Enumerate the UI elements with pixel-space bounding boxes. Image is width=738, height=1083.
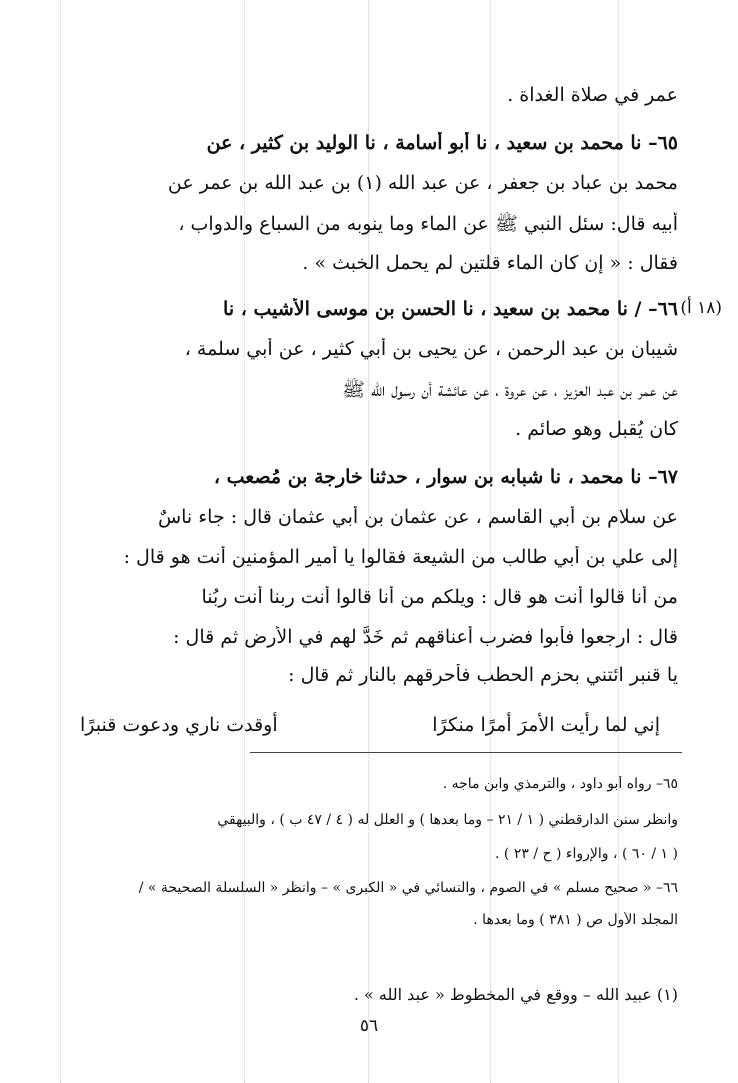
- footnote-line: المجلد الأول ص ( ٣٨١ ) وما بعدها .: [473, 912, 678, 928]
- poem-first-hemistich: إني لما رأيت الأمرَ أمرًا منكرًا: [432, 714, 660, 736]
- guide-line: [60, 0, 61, 1083]
- footnote-line: ٦٦– « صحيح مسلم » في الصوم ، والنسائي في « الكبرى » – وانظر « السلسلة الصحيحة » /: [138, 880, 678, 896]
- text-line: عن عمر بن عبد العزيز ، عن عروة ، عن عائشة أن رسول الله ﷺ: [341, 379, 678, 401]
- text-line: إلى علي بن أبي طالب من الشيعة فقالوا يا أمير المؤمنين أنت هو قال :: [123, 546, 678, 568]
- footnote-line: وانظر سنن الدارقطني ( ١ / ٢١ – وما بعدها ) و العلل له ( ٤ / ٤٧ ب ) ، والبيهقي: [217, 812, 678, 828]
- page-number: ٥٦: [359, 1016, 379, 1036]
- text-line: قال : ارجعوا فأبوا فضرب أعناقهم ثم خَدَّ لهم في الأرض ثم قال :: [173, 626, 678, 648]
- text-line: كان يُقبل وهو صائم .: [515, 418, 678, 440]
- text-line: عن سلام بن أبي القاسم ، عن عثمان بن أبي عثمان قال : جاء ناسٌ: [157, 506, 678, 528]
- hadith-66-line: ٦٦– / نا محمد بن سعيد ، نا الحسن بن موسى الأشيب ، نا: [223, 298, 678, 320]
- footnote-line: ٦٥– رواه أبو داود ، والترمذي وابن ماجه .: [442, 776, 678, 792]
- hadith-65-line: ٦٥– نا محمد بن سعيد ، نا أبو أسامة ، نا الوليد بن كثير ، عن: [206, 132, 678, 154]
- text-line: شيبان بن عبد الرحمن ، عن يحيى بن أبي كثير ، عن أبي سلمة ،: [184, 338, 678, 360]
- footnote-line: ( ١ / ٦٠ ) ، والإرواء ( ح / ٢٣ ) .: [495, 846, 678, 862]
- text-line: يا قنبر ائتني بحزم الحطب فأحرقهم بالنار ثم قال :: [288, 664, 678, 686]
- text-line: من أنا قالوا أنت هو قال : ويلكم من أنا قالوا أنت ربنا أنت ربُنا: [201, 586, 678, 608]
- text-line: أبيه قال: سئل النبي ﷺ عن الماء وما ينوبه من السباع والدواب ،: [178, 213, 678, 235]
- margin-reference: (١٨ أ): [680, 298, 722, 318]
- footnote-divider: [250, 752, 682, 753]
- text-line: محمد بن عباد بن جعفر ، عن عبد الله (١) بن عبد الله بن عمر عن: [167, 172, 678, 194]
- footnote-variant-note: (١) عبيد الله – ووقع في المخطوط « عبد الله » .: [353, 985, 678, 1004]
- text-line: فقال : « إن كان الماء قلتين لم يحمل الخبث » .: [302, 252, 678, 274]
- hadith-67-line: ٦٧– نا محمد ، نا شبابه بن سوار ، حدثنا خارجة بن مُصعب ،: [213, 466, 678, 488]
- text-line: عمر في صلاة الغداة .: [507, 84, 678, 106]
- poem-second-hemistich: أوقدت ناري ودعوت قنبرًا: [80, 714, 278, 736]
